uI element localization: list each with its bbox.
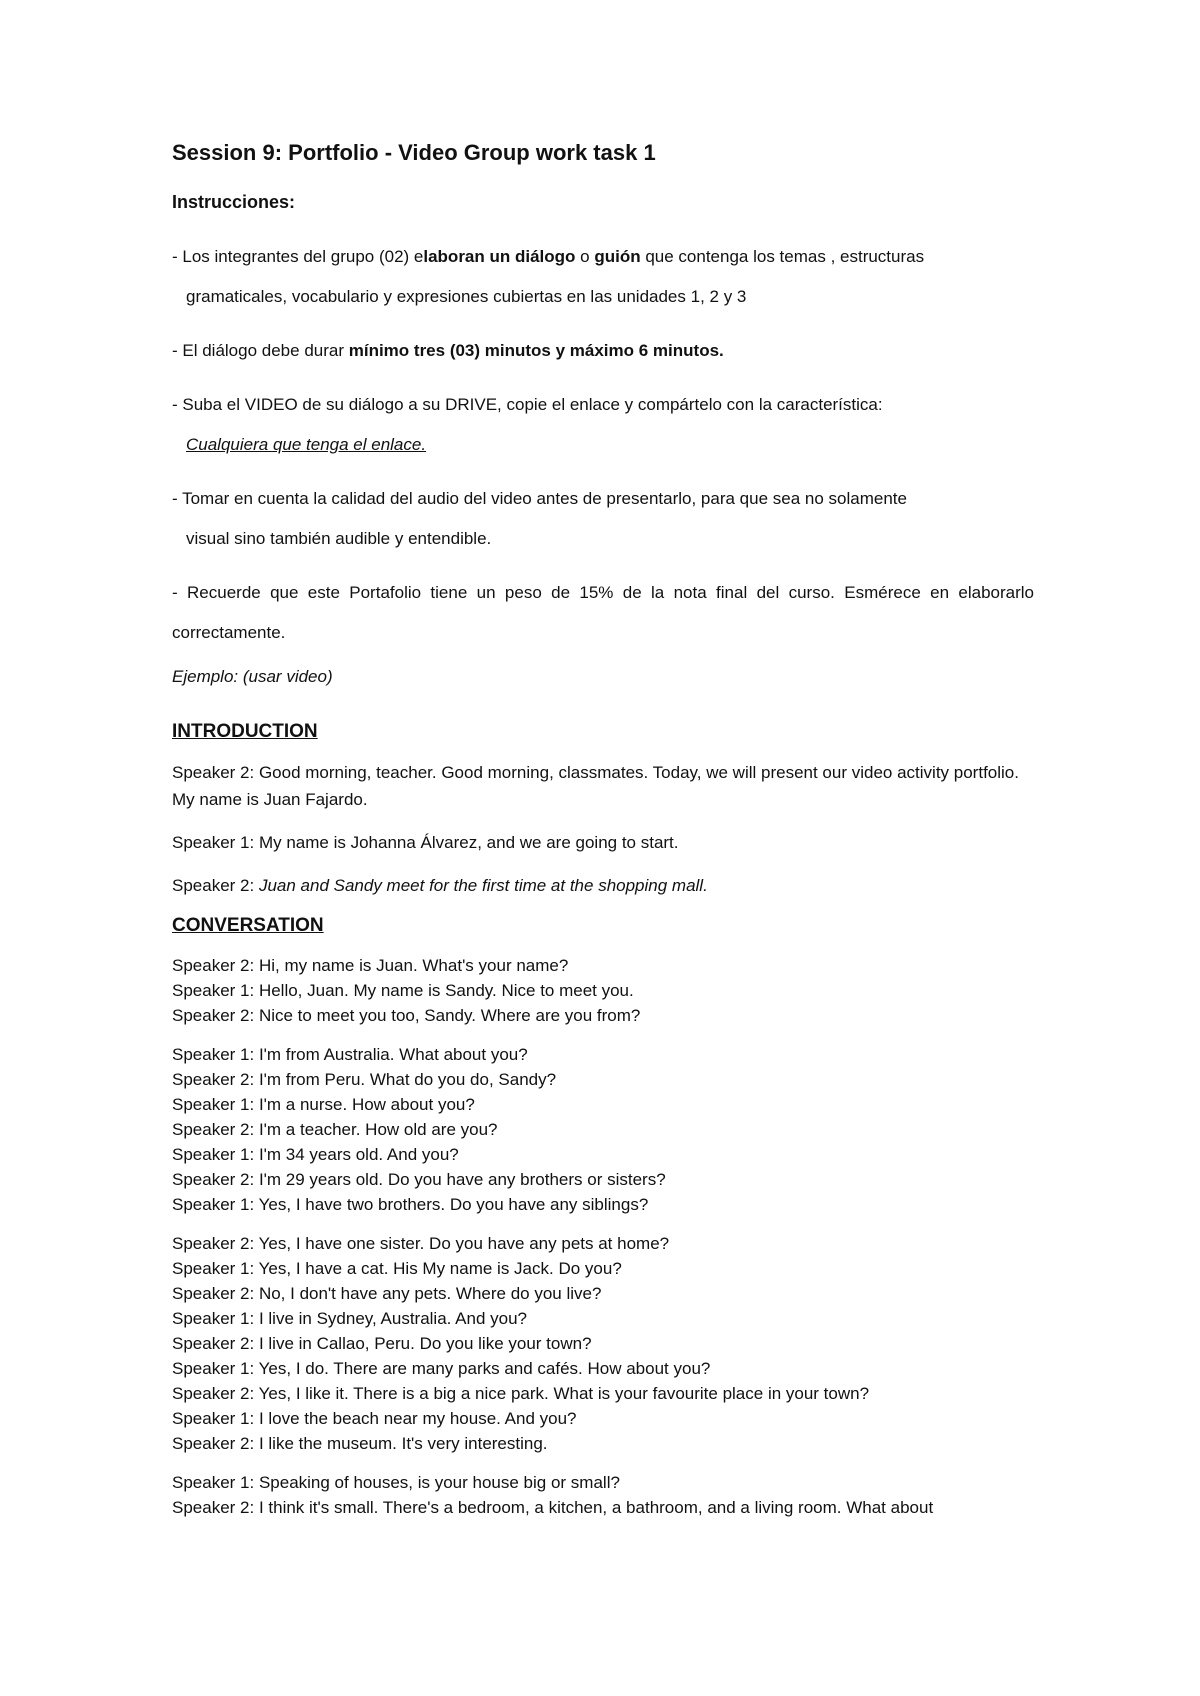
instruction-continuation: gramaticales, vocabulario y expresiones cubiertas en las unidades 1, 2 y 3: [186, 287, 747, 306]
dialogue-line: Speaker 1: I'm a nurse. How about you?: [172, 1095, 475, 1114]
speaker-text: Juan and Sandy meet for the first time at the shopping mall.: [258, 876, 708, 895]
instructions-heading: Instrucciones:: [172, 192, 296, 212]
dialogue-line: Speaker 2: I live in Callao, Peru. Do you like your town?: [172, 1334, 592, 1353]
instruction-bold: laboran un diálogo: [423, 247, 576, 266]
dialogue-line: Speaker 1: I live in Sydney, Australia. And you?: [172, 1309, 528, 1328]
instruction-text: - Suba el VIDEO de su diálogo a su DRIVE, copie el enlace y compártelo con la característica:: [172, 395, 883, 414]
dialogue-line: Speaker 1: Yes, I have a cat. His My name is Jack. Do you?: [172, 1259, 622, 1278]
speaker-text: My name is Johanna Álvarez, and we are going to start.: [258, 833, 679, 852]
introduction-heading: INTRODUCTION: [172, 721, 318, 742]
speaker-label: Speaker 2:: [172, 763, 259, 782]
instruction-text: que contenga los temas , estructuras: [640, 247, 925, 266]
example-label: Ejemplo: (usar video): [172, 667, 333, 686]
instruction-item-3: [172, 385, 1034, 465]
intro-paragraph: [172, 829, 1034, 856]
dialogue-line: Speaker 2: Yes, I have one sister. Do you have any pets at home?: [172, 1234, 670, 1253]
speaker-label: Speaker 1:: [172, 833, 259, 852]
dialogue-line: Speaker 2: I'm a teacher. How old are you?: [172, 1120, 498, 1139]
speaker-label: Speaker 2:: [172, 876, 259, 895]
dialogue-line: Speaker 1: Yes, I have two brothers. Do you have any siblings?: [172, 1195, 649, 1214]
intro-paragraph: [172, 872, 1034, 899]
instruction-bold: guión: [594, 247, 641, 266]
instruction-item-1: [172, 237, 1034, 317]
instruction-continuation: visual sino también audible y entendible.: [186, 529, 492, 548]
instruction-text: - El diálogo debe durar: [172, 341, 349, 360]
dialogue-line: Speaker 1: I'm 34 years old. And you?: [172, 1145, 459, 1164]
link-sharing-note: Cualquiera que tenga el enlace.: [186, 435, 427, 454]
dialogue-line: Speaker 2: Nice to meet you too, Sandy. Where are you from?: [172, 1006, 641, 1025]
instruction-text: - Recuerde que este Portafolio tiene un peso de 15% de la nota final del curso. Esmérece en elaborarlo correctamente.: [172, 583, 1034, 642]
instruction-item-4: [172, 479, 1034, 559]
document-title: Session 9: Portfolio - Video Group work task 1: [172, 140, 656, 165]
instruction-text: o: [575, 247, 595, 266]
dialogue-line: Speaker 1: I love the beach near my house. And you?: [172, 1409, 577, 1428]
dialogue-block: [172, 1042, 1034, 1217]
dialogue-line: Speaker 1: I'm from Australia. What about you?: [172, 1045, 528, 1064]
dialogue-line: Speaker 2: I'm from Peru. What do you do, Sandy?: [172, 1070, 557, 1089]
instruction-text: - Los integrantes del grupo (02) e: [172, 247, 424, 266]
dialogue-block: [172, 953, 1034, 1028]
instruction-text: - Tomar en cuenta la calidad del audio del video antes de presentarlo, para que sea no solamente: [172, 489, 907, 508]
dialogue-line: Speaker 2: Hi, my name is Juan. What's your name?: [172, 956, 569, 975]
dialogue-line: Speaker 2: I like the museum. It's very interesting.: [172, 1434, 548, 1453]
dialogue-line: Speaker 1: Yes, I do. There are many parks and cafés. How about you?: [172, 1359, 711, 1378]
instruction-item-2: [172, 331, 1034, 371]
dialogue-line: Speaker 2: I think it's small. There's a bedroom, a kitchen, a bathroom, and a living room. What about: [172, 1498, 934, 1517]
dialogue-line: Speaker 2: No, I don't have any pets. Where do you live?: [172, 1284, 602, 1303]
instruction-item-5: [172, 573, 1034, 653]
instruction-bold: mínimo tres (03) minutos y máximo 6 minutos.: [348, 341, 724, 360]
dialogue-line: Speaker 2: Yes, I like it. There is a big a nice park. What is your favourite place in your town?: [172, 1384, 870, 1403]
dialogue-line: Speaker 2: I'm 29 years old. Do you have any brothers or sisters?: [172, 1170, 666, 1189]
conversation-body: [172, 953, 1034, 1520]
dialogue-block: [172, 1470, 1034, 1520]
dialogue-line: Speaker 1: Hello, Juan. My name is Sandy. Nice to meet you.: [172, 981, 634, 1000]
dialogue-line: Speaker 1: Speaking of houses, is your house big or small?: [172, 1473, 620, 1492]
speaker-text: Good morning, teacher. Good morning, classmates. Today, we will present our video activity portfolio. My name is Juan Fajardo.: [172, 763, 1019, 809]
document-page: [172, 140, 1034, 1534]
dialogue-block: [172, 1231, 1034, 1456]
conversation-heading: CONVERSATION: [172, 915, 324, 936]
intro-paragraph: [172, 759, 1034, 813]
